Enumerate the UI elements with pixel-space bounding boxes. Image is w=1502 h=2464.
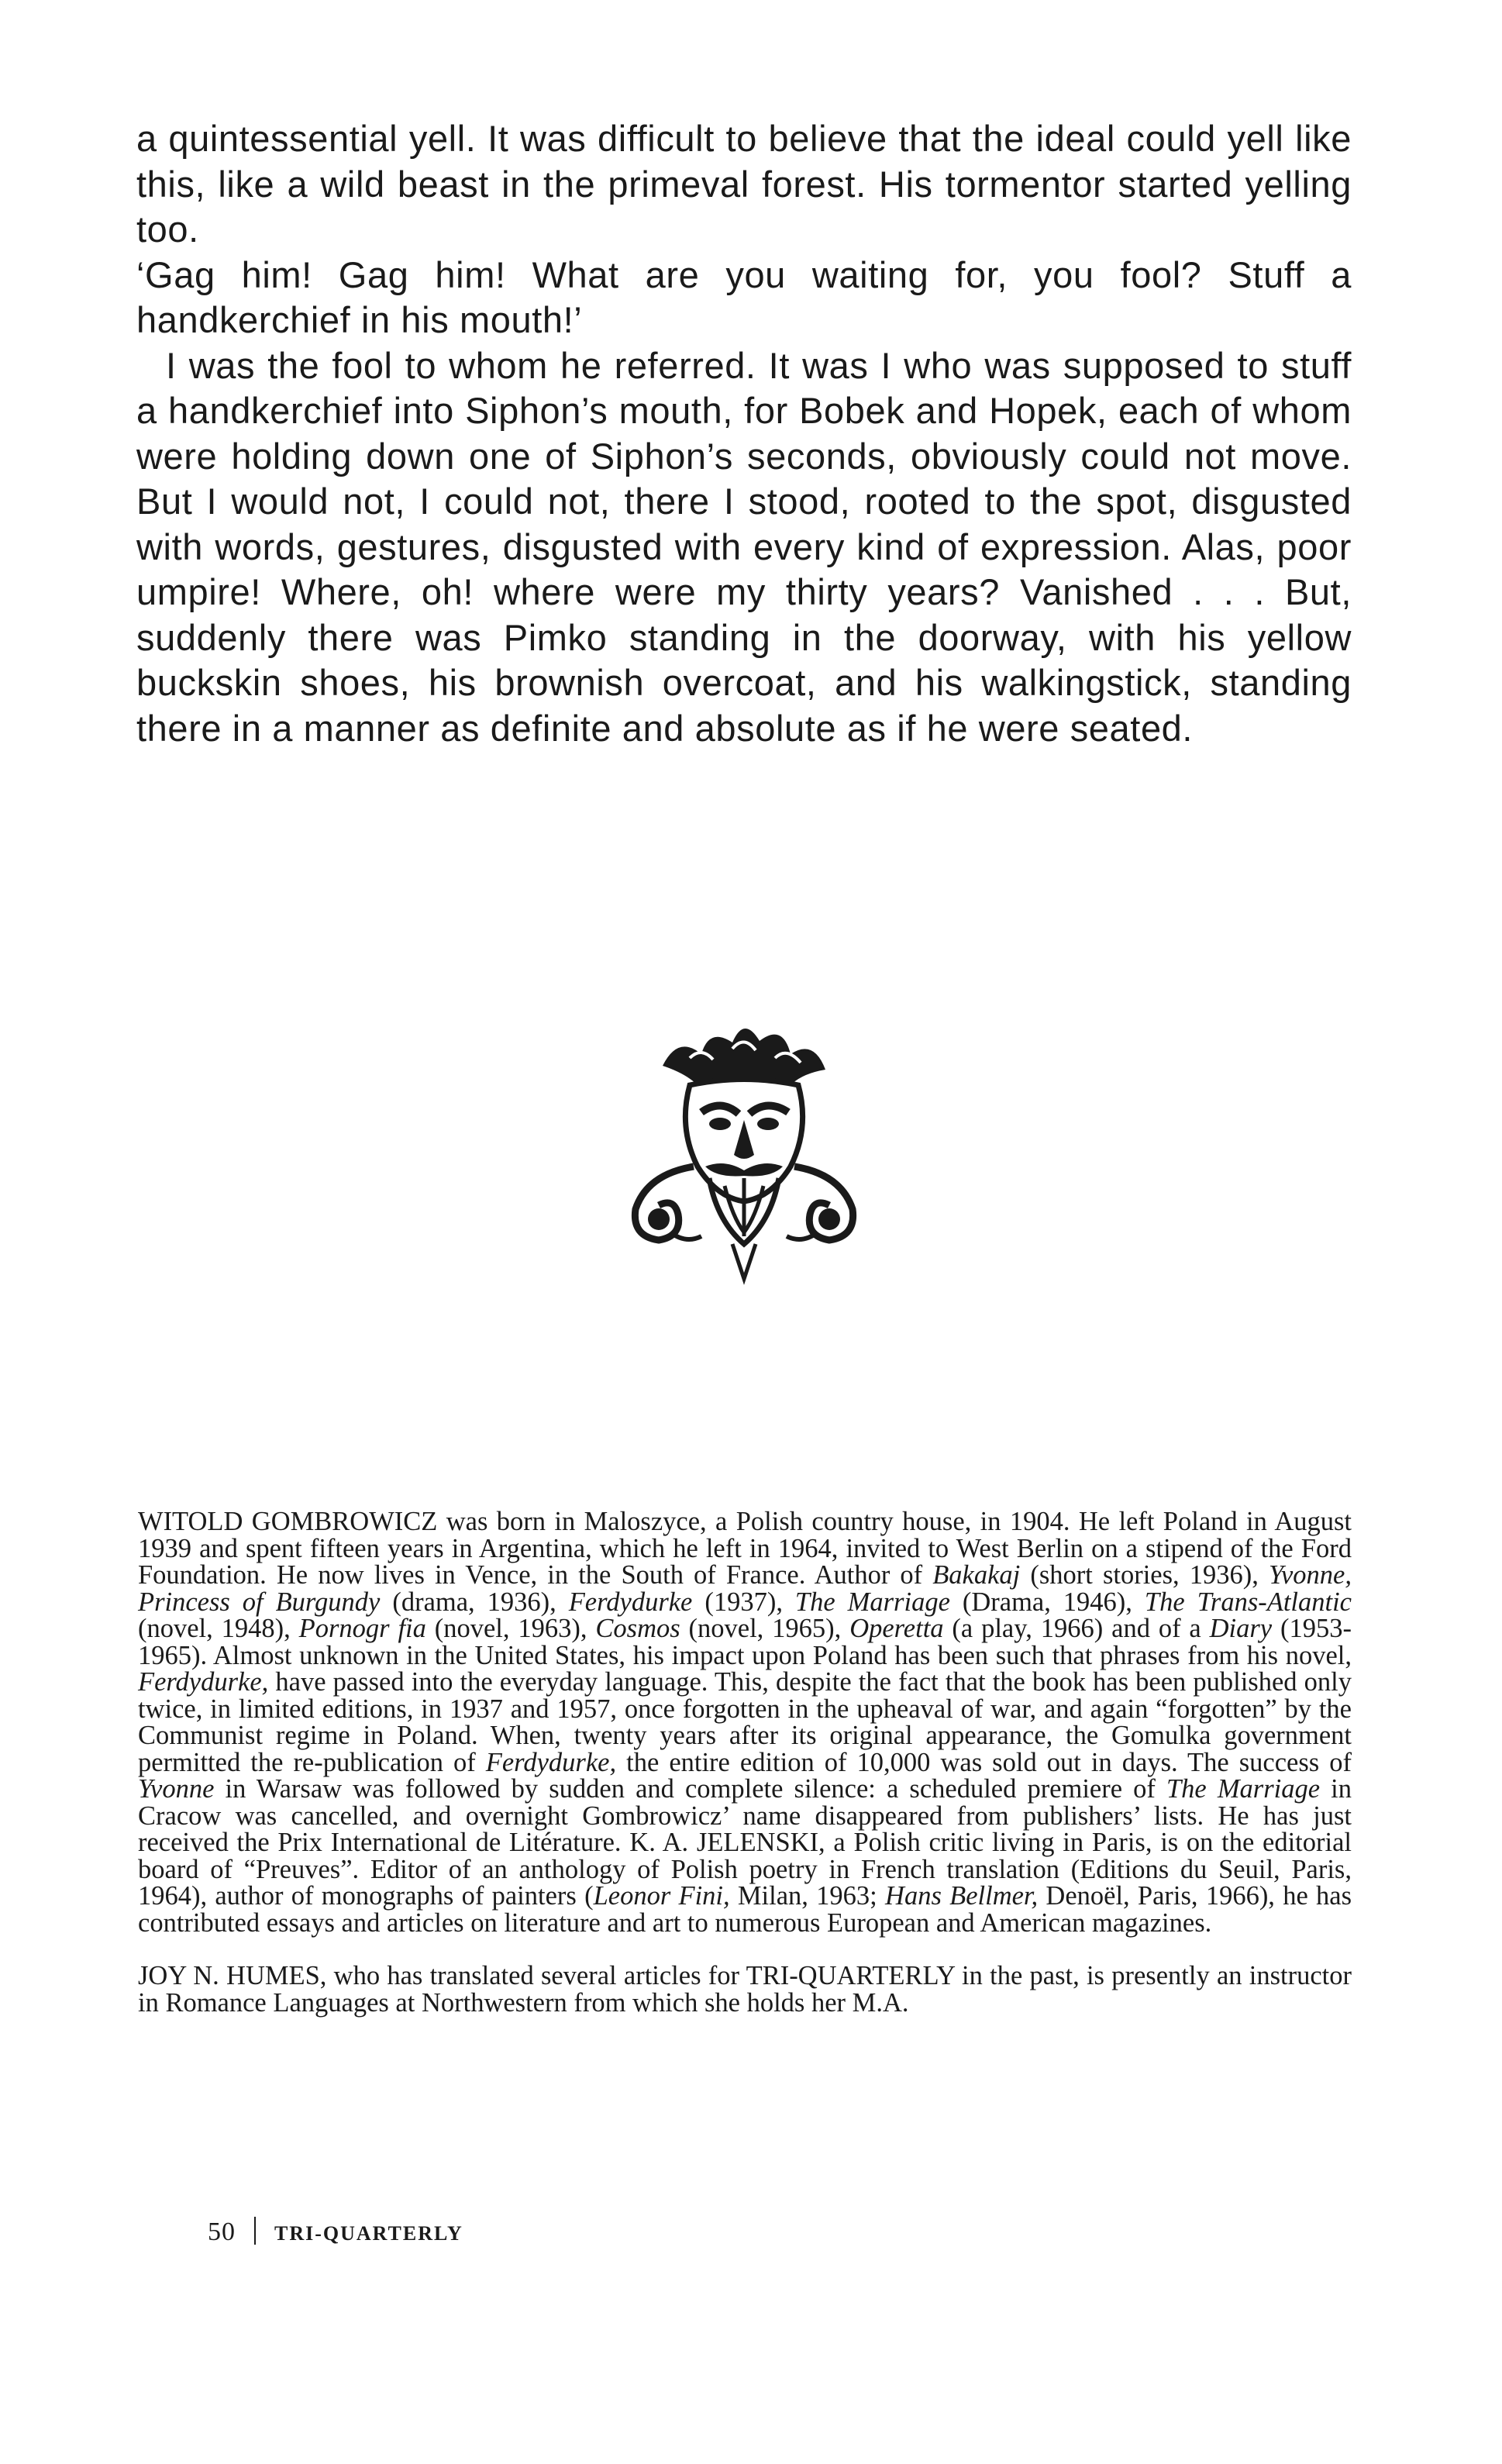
footer-divider	[254, 2217, 256, 2245]
title-ferdydurke: Ferdydurke,	[138, 1667, 269, 1697]
title-operetta: Operetta	[849, 1614, 944, 1643]
title-the-marriage: The Marriage	[794, 1587, 950, 1617]
bio-text: Milan, 1963;	[729, 1881, 886, 1911]
title-ferdydurke: Ferdydurke,	[485, 1747, 617, 1777]
paragraph-2: ‘Gag him! Gag him! What are you waiting for, you fool? Stuff a handkerchief in his mouth!’	[136, 253, 1352, 340]
bio-text: have passed into the everyday language. This, despite the fact that the book has been published only twice, in limited editions, in 1937 and 1957, once forgotten in the upheaval of war, and again “forgotten” by the Communist regime in Poland. When, twenty years after its original appearance, the Gomulka government permitted the re-publication of	[138, 1667, 1352, 1777]
title-leonor-fini: Leonor Fini,	[593, 1881, 730, 1911]
bio-text: Denoël, Paris, 1966), he has contributed essays and articles on literature and art to numerous European and American magazines.	[138, 1881, 1352, 1938]
bio-text: WITOLD GOMBROWICZ was born in Maloszyce, a Polish country house, in 1904. He left Poland in August 1939 and spent fifteen years in Argentina, which he left in 1964, invited to West Berlin on a stipend of the Ford Foundation. He now lives in Vence, in the South of France. Author of	[138, 1507, 1352, 1590]
bio-text: in Warsaw was followed by sudden and complete silence: a scheduled premiere of	[214, 1774, 1166, 1804]
title-yvonne-princess: Yvonne, Princess of Burgundy	[138, 1560, 1352, 1617]
carved-face-ornament-icon	[616, 1011, 872, 1291]
title-ferdydurke: Ferdydurke	[568, 1587, 693, 1617]
bio-text: (Drama, 1946),	[949, 1587, 1145, 1617]
bio-text: in Cracow was cancelled, and overnight Gombrowicz’ name disappeared from publishers’ lists. He has just received the Prix International de Litérature. K. A. JELENSKI, a Polish critic living in Paris, is on the editorial board of “Preuves”. Editor of an anthology of Polish poetry in French translation (Editions du Seuil, Paris, 1964), author of monographs of painters (	[138, 1774, 1352, 1911]
paragraph-3: I was the fool to whom he referred. It was I who was supposed to stuff a handkerchief into Siphon’s mouth, for Bobek and Hopek, each of whom were holding down one of Siphon’s seconds, obviously could not move. But I would not, I could not, there I stood, rooted to the spot, disgusted with words, gestures, disgusted with every kind of expression. Alas, poor umpire! Where, oh! where were my thirty years? Vanished . . . But, suddenly there was Pimko standing in the doorway, with his yellow buckskin shoes, his brownish overcoat, and his walkingstick, standing there in a manner as definite and absolute as if he were seated.	[136, 344, 1352, 749]
title-diary: Diary	[1209, 1614, 1273, 1643]
bio-text: (drama, 1936),	[380, 1587, 569, 1617]
bio-text: (a play, 1966) and of a	[943, 1614, 1210, 1643]
bio-text: (novel, 1963),	[425, 1614, 596, 1643]
bio-text: (1953-1965). Almost unknown in the United States, his impact upon Poland has been such that phrases from his novel,	[138, 1614, 1352, 1670]
story-text	[136, 116, 1352, 751]
title-bakakaj: Bakakaj	[932, 1560, 1021, 1590]
page-number: 50	[208, 2218, 236, 2246]
gombrowicz-bio	[138, 1508, 1352, 1936]
page-footer	[208, 2217, 463, 2247]
title-yvonne: Yvonne	[138, 1774, 215, 1804]
title-hans-bellmer: Hans Bellmer,	[885, 1881, 1039, 1911]
title-cosmos: Cosmos	[595, 1614, 680, 1643]
title-the-marriage: The Marriage	[1166, 1774, 1321, 1804]
title-pornografia: Pornogr fia	[298, 1614, 426, 1643]
humes-bio: JOY N. HUMES, who has translated several articles for TRI-QUARTERLY in the past, is presently an instructor in Romance Languages at Northwestern from which she holds her M.A.	[138, 1961, 1352, 2018]
bio-text: the entire edition of 10,000 was sold out in days. The success of	[616, 1747, 1352, 1777]
bio-text: (novel, 1965),	[680, 1614, 850, 1643]
paragraph-1: a quintessential yell. It was difficult to believe that the ideal could yell like this, like a wild beast in the primeval forest. His tormentor started yelling too.	[136, 118, 1352, 250]
bio-text: (novel, 1948),	[138, 1614, 299, 1643]
publication-name: TRI-QUARTERLY	[274, 2222, 463, 2245]
bio-text: (short stories, 1936),	[1020, 1560, 1269, 1590]
contributor-notes	[138, 1508, 1352, 2016]
bio-text: (1937),	[692, 1587, 795, 1617]
title-trans-atlantic: The Trans-Atlantic	[1144, 1587, 1352, 1617]
